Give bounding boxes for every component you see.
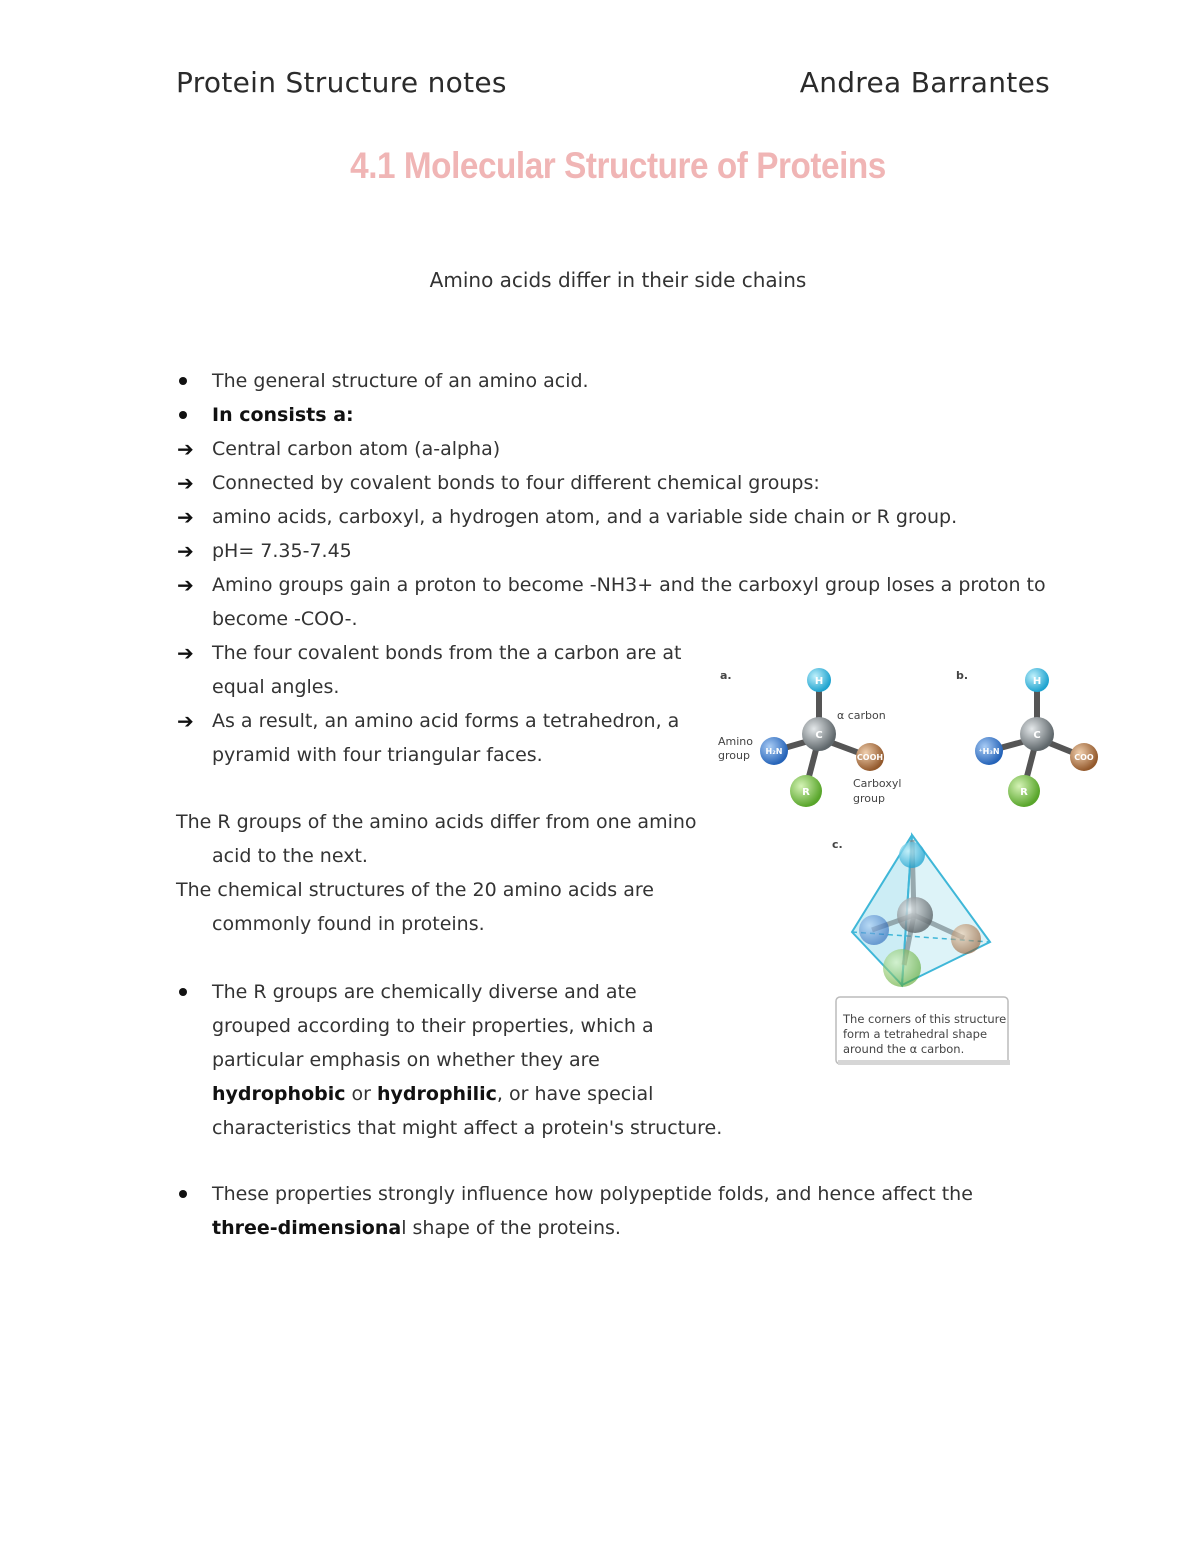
figure-caption-box — [836, 997, 1010, 1065]
hydrogen-label: H — [1032, 676, 1042, 687]
amino-group-label-l2: group — [718, 749, 750, 762]
bold-term: hydrophilic — [377, 1083, 497, 1105]
text-span: , or have special — [496, 1083, 654, 1105]
arrow-icon: ➔ — [177, 573, 194, 597]
arrow-icon: ➔ — [177, 709, 194, 733]
r-label: R — [1020, 787, 1028, 798]
coo-label: COO — [1074, 753, 1094, 762]
r-label: R — [802, 787, 810, 798]
section-subtitle: Amino acids differ in their side chains — [429, 268, 807, 292]
paragraph-line: The chemical structures of the 20 amino acids are — [176, 879, 654, 901]
list-item-continuation — [212, 1216, 621, 1240]
list-item-continuation: grouped according to their properties, which a — [212, 1015, 654, 1037]
list-item: The four covalent bonds from the a carbon are at — [212, 642, 682, 664]
molecule-b — [975, 668, 1098, 807]
amino-acid-diagram — [712, 660, 1112, 1080]
bold-term: hydrophobic — [212, 1083, 346, 1105]
alpha-carbon-atom — [897, 897, 933, 933]
tetrahedron — [852, 835, 990, 987]
list-item: Amino groups gain a proton to become -NH3+ and the carboxyl group loses a proton to — [212, 574, 1046, 596]
caption-line: The corners of this structure — [843, 1012, 1007, 1026]
arrow-icon: ➔ — [177, 505, 194, 529]
list-item-continuation: equal angles. — [212, 676, 340, 698]
list-item: In consists a: — [212, 404, 354, 426]
alpha-carbon-label: α carbon — [837, 709, 886, 722]
list-item-continuation: particular emphasis on whether they are — [212, 1049, 600, 1071]
list-item-continuation — [212, 1082, 653, 1106]
panel-label-b: b. — [956, 669, 969, 682]
arrow-icon: ➔ — [177, 437, 194, 461]
list-item-continuation: become -COO-. — [212, 608, 358, 630]
text-span: l shape of the proteins. — [401, 1217, 621, 1239]
list-item-continuation: characteristics that might affect a protein's structure. — [212, 1117, 723, 1139]
carboxyl-group-label-l2: group — [853, 792, 885, 805]
list-item: These properties strongly influence how polypeptide folds, and hence affect the — [212, 1183, 973, 1205]
bullet-dot — [179, 1190, 187, 1198]
hydrogen-label: H — [814, 676, 824, 687]
paragraph-line: The R groups of the amino acids differ from one amino — [176, 811, 697, 833]
carbon-label: C — [815, 730, 823, 741]
carboxyl-group-label-l1: Carboxyl — [853, 777, 902, 790]
arrow-icon: ➔ — [177, 539, 194, 563]
header-author: Andrea Barrantes — [799, 66, 1050, 99]
amino-group-atom — [859, 915, 889, 945]
list-item: amino acids, carboxyl, a hydrogen atom, and a variable side chain or R group. — [212, 506, 958, 528]
panel-label-a: a. — [720, 669, 732, 682]
cooh-label: COOH — [856, 753, 884, 762]
list-item: The R groups are chemically diverse and ate — [212, 981, 637, 1003]
list-item: Connected by covalent bonds to four different chemical groups: — [212, 472, 820, 494]
list-item: As a result, an amino acid forms a tetrahedron, a — [212, 710, 680, 732]
carbon-label: C — [1033, 730, 1041, 741]
h3n-label: ⁺H₃N — [978, 747, 1000, 756]
h2n-label: H₂N — [765, 747, 783, 756]
list-item: Central carbon atom (a-alpha) — [212, 438, 501, 460]
paragraph-line: acid to the next. — [212, 845, 368, 867]
list-item: pH= 7.35-7.45 — [212, 540, 352, 562]
list-item: The general structure of an amino acid. — [212, 370, 589, 392]
bullet-dot — [179, 377, 187, 385]
list-item-continuation: pyramid with four triangular faces. — [212, 744, 543, 766]
text-span: or — [345, 1083, 378, 1105]
bold-term: three-dimensiona — [212, 1217, 402, 1239]
section-title: 4.1 Molecular Structure of Proteins — [350, 145, 886, 186]
panel-label-c: c. — [832, 838, 843, 851]
bullet-dot — [179, 411, 187, 419]
arrow-icon: ➔ — [177, 471, 194, 495]
bullet-dot — [179, 988, 187, 996]
carboxyl-group-atom — [951, 924, 981, 954]
caption-line: form a tetrahedral shape — [843, 1027, 988, 1041]
amino-acid-figure — [712, 660, 1112, 1080]
r-group-atom — [883, 949, 921, 987]
header-title: Protein Structure notes — [176, 66, 507, 99]
hydrogen-atom — [899, 842, 925, 868]
amino-group-label-l1: Amino — [718, 735, 753, 748]
caption-line: around the α carbon. — [843, 1042, 965, 1056]
paragraph-line: commonly found in proteins. — [212, 913, 485, 935]
arrow-icon: ➔ — [177, 641, 194, 665]
